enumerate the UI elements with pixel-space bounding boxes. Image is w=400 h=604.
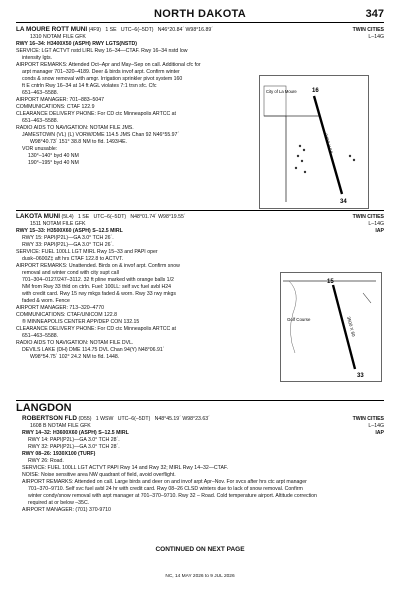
city-name: LANGDON bbox=[16, 402, 72, 414]
communications: COMMUNICATIONS: CTAF/UNICOM 122.8 bbox=[16, 312, 117, 318]
runway-length: 3500 X 60 bbox=[346, 315, 357, 338]
airport-remarks-1: AIRPORT REMARKS: Attended on call. Large birds and deer on and invof arpt Apr–Nov. For svcs after hrs ctc arpt manager bbox=[22, 479, 307, 485]
service-line: SERVICE: FUEL 100LL LGT MIRL Rwy 15–33 and PAPI oper bbox=[16, 249, 158, 255]
airport-name: ROBERTSON FLD bbox=[22, 415, 78, 422]
continued-note: CONTINUED ON NEXT PAGE bbox=[155, 546, 245, 553]
clearance-1: CLEARANCE DELIVERY PHONE: For CD ctc Minneapolis ARTCC at bbox=[16, 111, 176, 117]
airport-ident: (5L4) bbox=[61, 214, 74, 220]
vor-line-1: DEVILS LAKE (DH) DME 114.75 DVL Chan 94(Y) N48°06.91´ bbox=[22, 347, 165, 353]
airport-remarks-4: required at or below –35C. bbox=[28, 500, 90, 506]
airport-coords: N48°01.74´ W98°19.55´ bbox=[130, 214, 186, 220]
elevation-notam: 1608 B NOTAM FILE GFK bbox=[30, 423, 91, 429]
page-number: 347 bbox=[365, 8, 384, 20]
radio-aids: RADIO AIDS TO NAVIGATION: NOTAM FILE DVL. bbox=[16, 340, 134, 346]
airport-remarks-2: 701–370–9710. Self svc fuel avbl 24 hr with credit card. Rwy 08–26 CLSD winters due to lack of snow removal. Confirm bbox=[28, 486, 303, 492]
state-header: NORTH DAKOTA bbox=[154, 8, 246, 20]
runway-14: RWY 14: PAPI(P2L)—GA 3.0° TCH 28´. bbox=[28, 437, 120, 443]
runway-number-16: 16 bbox=[312, 88, 319, 94]
airport-distance: 1 SE bbox=[77, 214, 90, 220]
airport-manager: AIRPORT MANAGER: 713–320–4770 bbox=[16, 305, 105, 311]
airport-remarks-2: removal and winter cond with city supt call bbox=[22, 270, 119, 276]
iap: IAP bbox=[375, 430, 384, 436]
trees bbox=[295, 145, 355, 173]
airport-remarks-5: with credit card. Rwy 15 rwy mkgs faded & worn. Rwy 33 rwy mkgs bbox=[22, 291, 176, 297]
airport-utc: UTC–6(–5DT) bbox=[120, 27, 154, 33]
clearance-2: 651–463–5588. bbox=[22, 118, 59, 124]
clearance-2: 651–463–5588. bbox=[22, 333, 59, 339]
region: TWIN CITIES bbox=[352, 416, 384, 422]
airport-utc: UTC–6(–5DT) bbox=[117, 416, 151, 422]
runway-info: RWY 16–34: H3400X50 (ASPH) RWY LGTS(NSTD) bbox=[16, 41, 137, 47]
airport-entry-lamoure bbox=[16, 27, 384, 209]
airport-coords: N48°45.19´ W98°23.63´ bbox=[154, 416, 210, 422]
region: TWIN CITIES bbox=[352, 214, 384, 220]
airport-remarks-4: ft E cntrln Rwy 16–34 at 14 ft AGL violates 7:1 trsn sfc. Cfc bbox=[22, 83, 157, 89]
airport-ident: (4F9) bbox=[88, 27, 101, 33]
noise: NOISE: Noise sensitive area NW quadrant of field, avoid overflight. bbox=[22, 472, 176, 478]
chart-ref: L–14G bbox=[368, 423, 384, 429]
golf-course-label: Golf Course bbox=[287, 317, 311, 322]
runway-number-33: 33 bbox=[357, 373, 364, 379]
airport-remarks-3: conds & snow removal with amgr. Irrigation sprinkler pivot system 160 bbox=[22, 76, 183, 82]
airport-diagram-lakota bbox=[280, 272, 382, 382]
diagram-svg bbox=[281, 273, 381, 381]
runway-number-15: 15 bbox=[327, 279, 334, 285]
vor-line-3: VOR unusable: bbox=[22, 146, 58, 152]
section-divider-2 bbox=[16, 400, 384, 401]
airport-remarks-1: AIRPORT REMARKS: Attended Oct–Apr and May–Sep on call. Additional cfc for bbox=[16, 62, 201, 68]
communications: COMMUNICATIONS: CTAF 122.9 bbox=[16, 104, 95, 110]
airport-remarks-2: arpt manager 701–320–4189. Deer & birds invof arpt. Confirm winter bbox=[22, 69, 180, 75]
diagram-svg bbox=[260, 76, 368, 208]
vor-line-4: 130°–140° byd 40 NM bbox=[28, 153, 79, 159]
airport-name: LA MOURE ROTT MUNI bbox=[16, 26, 88, 33]
service-line: SERVICE: FUEL 100LL LGT ACTVT PAPI Rwy 14 and Rwy 32; MIRL Rwy 14–32—CTAF. bbox=[22, 465, 228, 471]
runway-length: 3400 X 50 bbox=[323, 132, 334, 155]
airport-remarks-5: 651–463–5588. bbox=[22, 90, 59, 96]
effective-dates: NC, 14 MAY 2026 to 9 JUL 2026 bbox=[165, 574, 235, 579]
service-line-2: intensity lgts. bbox=[22, 55, 52, 61]
airport-remarks-3: 701–304–0127/247–3112. 32 ft pline marked with orange balls 1/2 bbox=[22, 277, 174, 283]
vor-line-2: W98°54.75´ 102° 24.2 NM to fld. 1448. bbox=[30, 354, 120, 360]
airport-remarks-1: AIRPORT REMARKS: Unattended. Birds on & invof arpt. Confirm snow bbox=[16, 263, 180, 269]
airport-manager: AIRPORT MANAGER: 701–883–5047 bbox=[16, 97, 105, 103]
approach-control: ® MINNEAPOLIS CENTER APP/DEP CON 132.15 bbox=[22, 319, 140, 325]
section-divider-1 bbox=[16, 210, 384, 211]
city-label: City of La Moure bbox=[266, 89, 297, 94]
airport-diagram-lamoure bbox=[259, 75, 369, 209]
airport-ident: (D55) bbox=[78, 416, 92, 422]
iap: IAP bbox=[375, 228, 384, 234]
airport-coords: N46°20.84´ W98°16.89´ bbox=[157, 27, 213, 33]
runway-number-34: 34 bbox=[340, 199, 347, 205]
airport-manager: AIRPORT MANAGER: (701) 370-9710 bbox=[22, 507, 111, 513]
arrow bbox=[363, 293, 371, 303]
airport-name: LAKOTA MUNI bbox=[16, 213, 61, 220]
airport-entry-langdon bbox=[16, 402, 384, 542]
runway-15: RWY 15: PAPI(P2L)—GA 3.0° TCH 26´. bbox=[22, 235, 114, 241]
airport-distance: 1 WSW bbox=[95, 416, 114, 422]
runway-33: RWY 33: PAPI(P2L)—GA 3.0° TCH 26´. bbox=[22, 242, 114, 248]
runway-26: RWY 26: Road. bbox=[28, 458, 64, 464]
airport-utc: UTC–6(–5DT) bbox=[93, 214, 127, 220]
airport-remarks-3: winter condy/snow removal with arpt manager at 701–370–9710. Rwy 32 – Road. Cold temperature airport. Altitude correction bbox=[28, 493, 317, 499]
airport-remarks-6: faded & worn. Fence bbox=[22, 298, 70, 304]
vor-line-1: JAMESTOWN (VL) (L) VORW/DME 114.5 JMS Chan 92 N46°55.97´ bbox=[22, 132, 180, 138]
elevation-notam: 1310 NOTAM FILE GFK bbox=[30, 34, 86, 40]
runway-info-2: RWY 08–26: 1930X100 (TURF) bbox=[22, 451, 96, 457]
chart-ref: L–14G bbox=[368, 221, 384, 227]
runway-32: RWY 32: PAPI(P2L)—GA 3.0° TCH 28´. bbox=[28, 444, 120, 450]
runway-info: RWY 15–33: H3500X60 (ASPH) S–12.5 MIRL bbox=[16, 228, 123, 234]
elevation-notam: 1511 NOTAM FILE GFK bbox=[30, 221, 86, 227]
region: TWIN CITIES bbox=[352, 27, 384, 33]
airport-entry-lakota bbox=[16, 214, 384, 402]
vor-line-5: 190°–195° byd 40 NM bbox=[28, 160, 79, 166]
clearance-1: CLEARANCE DELIVERY PHONE: For CD ctc Minneapolis ARTCC at bbox=[16, 326, 176, 332]
radio-aids: RADIO AIDS TO NAVIGATION: NOTAM FILE JMS. bbox=[16, 125, 134, 131]
airport-distance: 1 SE bbox=[105, 27, 117, 33]
vor-line-2: W98°40.73´ 151° 38.8 NM to fld. 1493/4E. bbox=[30, 139, 128, 145]
airport-remarks-4: NM from Rwy 33 thld on ctrln. Fuel: 100LL: self svc fuel avbl H24 bbox=[22, 284, 172, 290]
header-divider bbox=[16, 22, 384, 23]
chart-ref: L–14G bbox=[368, 34, 384, 40]
service-line: SERVICE: LGT ACTVT nstd LIRL Rwy 16–34—CTAF. Rwy 16–34 nstd low bbox=[16, 48, 188, 54]
service-line-2: dusk–0600Z‡ aft hrs CTAF 122.8 to ACTVT. bbox=[22, 256, 124, 262]
runway-info-1: RWY 14–32: H3600X60 (ASPH) S–12.5 MIRL bbox=[22, 430, 129, 436]
